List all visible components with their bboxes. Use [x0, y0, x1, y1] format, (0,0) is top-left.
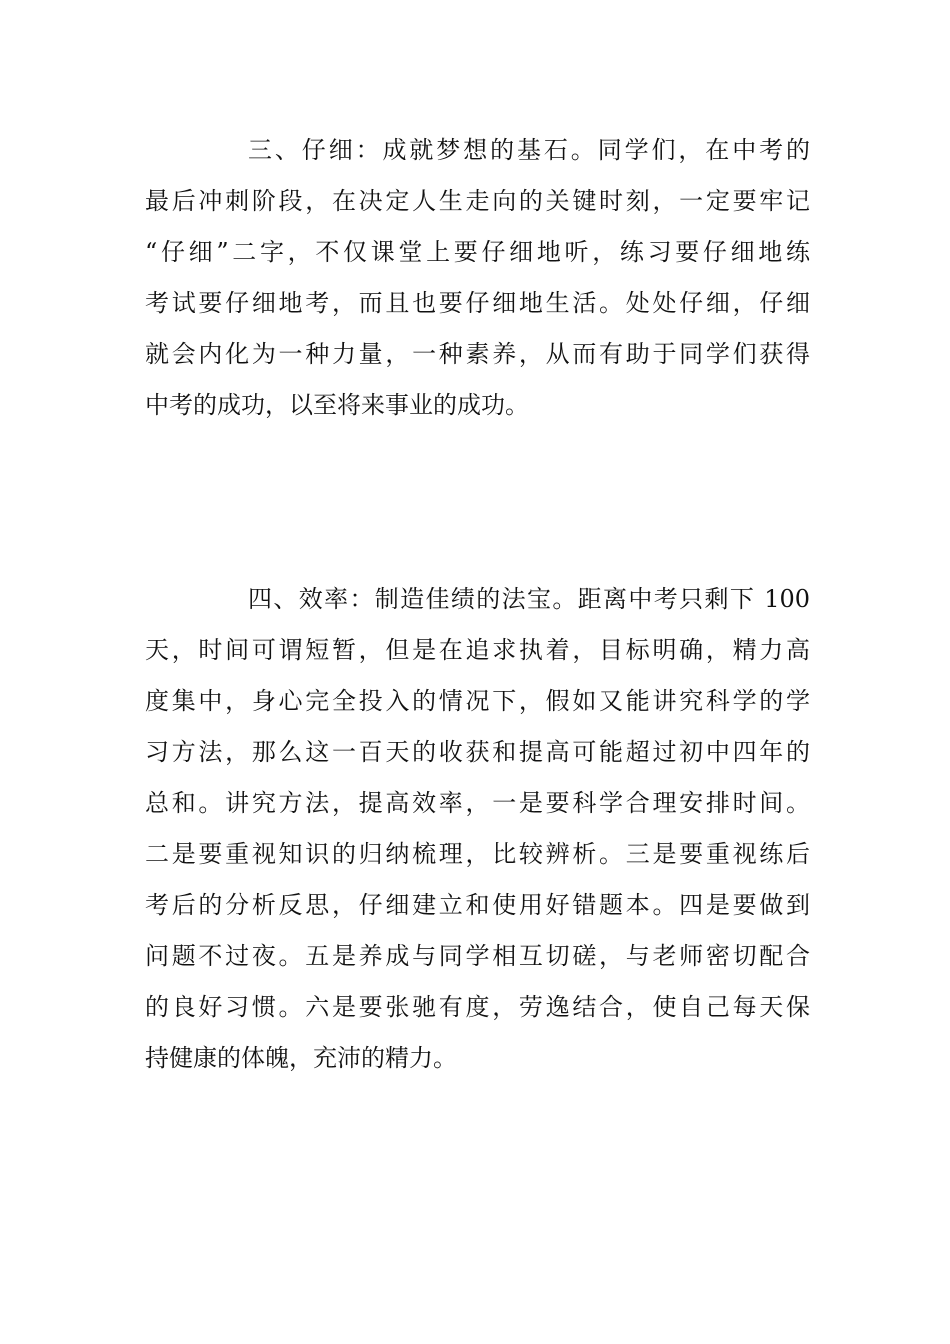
paragraph-line: 度集中，身心完全投入的情况下，假如又能讲究科学的学	[145, 687, 810, 715]
paragraph-line: 最后冲刺阶段，在决定人生走向的关键时刻，一定要牢记	[145, 187, 810, 215]
paragraph-line: 就会内化为一种力量，一种素养，从而有助于同学们获得	[145, 340, 810, 368]
paragraph-line: 中考的成功，以至将来事业的成功。	[145, 391, 529, 419]
paragraph-section-3	[145, 125, 810, 431]
paragraph-line: 三、仔细：成就梦想的基石。同学们，在中考的	[248, 136, 810, 164]
paragraph-section-4	[145, 574, 810, 1084]
paragraph-line: 问题不过夜。五是养成与同学相互切磋，与老师密切配合	[145, 942, 810, 970]
paragraph-line: 考试要仔细地考，而且也要仔细地生活。处处仔细，仔细	[145, 289, 810, 317]
paragraph-line: 的良好习惯。六是要张驰有度，劳逸结合，使自己每天保	[145, 993, 810, 1021]
paragraph-line: 四、效率：制造佳绩的法宝。距离中考只剩下 100	[248, 585, 810, 613]
paragraph-line: 考后的分析反思，仔细建立和使用好错题本。四是要做到	[145, 891, 810, 919]
paragraph-line: 二是要重视知识的归纳梳理，比较辨析。三是要重视练后	[145, 840, 810, 868]
paragraph-line: 持健康的体魄，充沛的精力。	[145, 1044, 457, 1072]
paragraph-line: 天，时间可谓短暂，但是在追求执着，目标明确，精力高	[145, 636, 810, 664]
paragraph-line: “仔细”二字，不仅课堂上要仔细地听，练习要仔细地练	[145, 238, 810, 266]
paragraph-line: 总和。讲究方法，提高效率，一是要科学合理安排时间。	[145, 789, 810, 817]
paragraph-line: 习方法，那么这一百天的收获和提高可能超过初中四年的	[145, 738, 810, 766]
